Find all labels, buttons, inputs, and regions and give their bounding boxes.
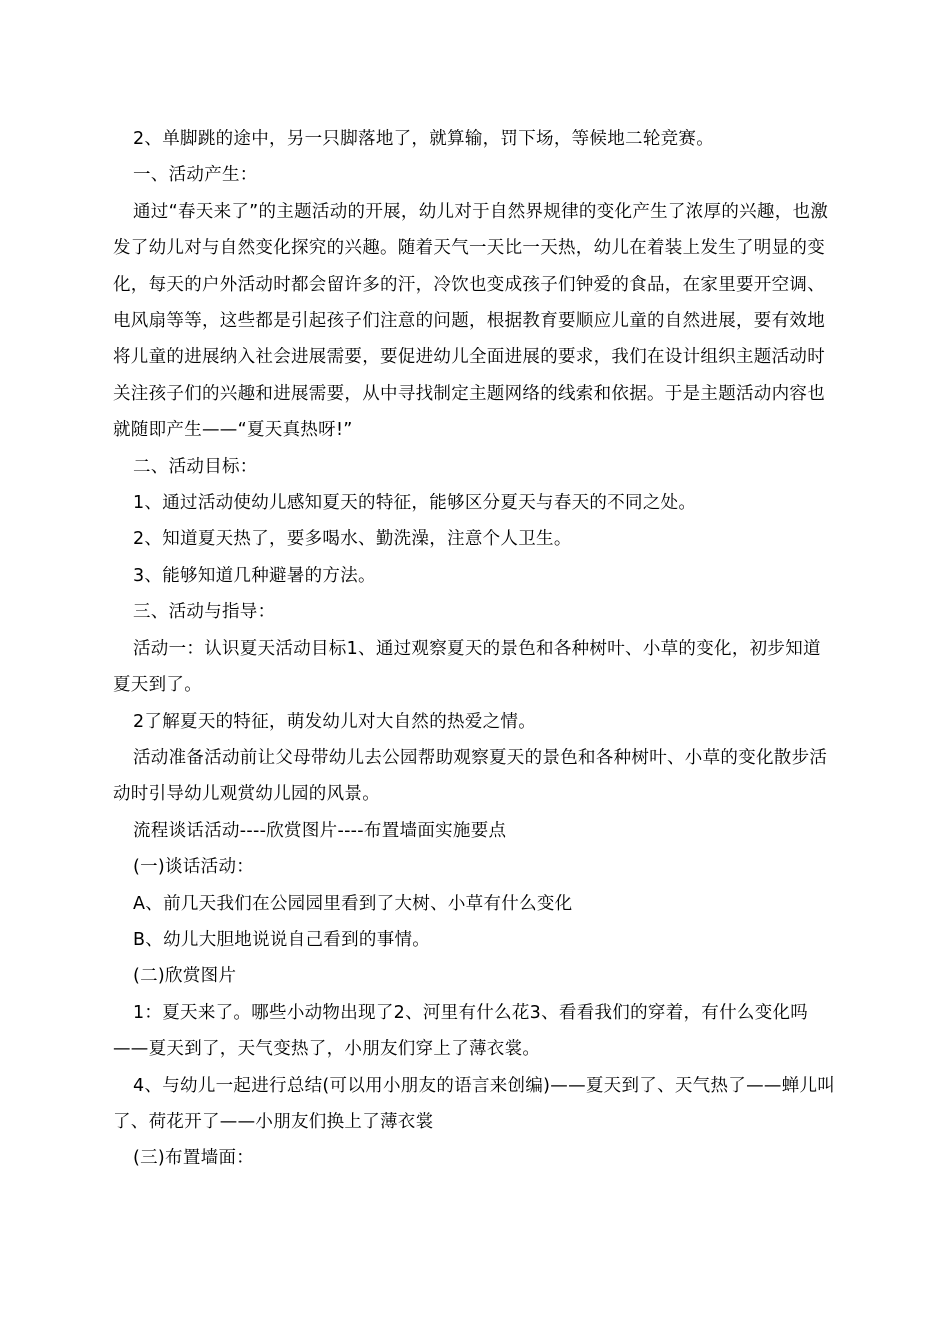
paragraph-process: 流程谈话活动----欣赏图片----布置墙面实施要点 bbox=[133, 820, 507, 841]
document-body bbox=[113, 121, 837, 1177]
paragraph-activity-one: 活动一：认识夏天活动目标1、通过观察夏天的景色和各种树叶、小草的变化，初步知道夏天到了。 bbox=[113, 638, 821, 696]
goal-item-3: 3、能够知道几种避暑的方法。 bbox=[133, 565, 376, 586]
goal-item-2: 2、知道夏天热了，要多喝水、勤洗澡，注意个人卫生。 bbox=[133, 529, 572, 550]
paragraph-activity-preparation: 活动准备活动前让父母带幼儿去公园帮助观察夏天的景色和各种树叶、小草的变化散步活动时引导幼儿观赏幼儿园的风景。 bbox=[113, 747, 828, 805]
subheading-talk-activity: (一)谈话活动： bbox=[133, 857, 255, 878]
heading-activity-origin: 一、活动产生： bbox=[133, 165, 258, 186]
paragraph-rule-2: 2、单脚跳的途中，另一只脚落地了，就算输，罚下场，等候地二轮竞赛。 bbox=[133, 129, 715, 149]
talk-item-a: A、前几天我们在公园园里看到了大树、小草有什么变化 bbox=[133, 893, 573, 914]
paragraph-activity-one-goal-2: 2了解夏天的特征，萌发幼儿对大自然的热爱之情。 bbox=[133, 711, 537, 732]
talk-item-b: B、幼儿大胆地说说自己看到的事情。 bbox=[133, 929, 431, 950]
goal-item-1: 1、通过活动使幼儿感知夏天的特征，能够区分夏天与春天的不同之处。 bbox=[133, 493, 697, 514]
paragraph-summary: 4、与幼儿一起进行总结(可以用小朋友的语言来创编)——夏天到了、天气热了——蝉儿叫了、荷花开了——小朋友们换上了薄衣裳 bbox=[113, 1075, 836, 1132]
paragraph-activity-origin: 通过“春天来了”的主题活动的开展，幼儿对于自然界规律的变化产生了浓厚的兴趣，也激发了幼儿对与自然变化探究的兴趣。随着天气一天比一天热，幼儿在着装上发生了明显的变化，每天的户外活动时都会留许多的汗，冷饮也变成孩子们钟爱的食品，在家里要开空调、电风扇等等，这些都是引起孩子们注意的问题，根据教育要顺应儿童的自然进展，要有效地将儿童的进展纳入社会进展需要，要促进幼儿全面进展的要求，我们在设计组织主题活动时关注孩子们的兴趣和进展需要，从中寻找制定主题网络的线索和依据。于是主题活动内容也就随即产生——“夏天真热呀!” bbox=[113, 201, 829, 441]
subheading-wall-decoration: (三)布置墙面： bbox=[133, 1148, 255, 1169]
subheading-appreciate-pictures: (二)欣赏图片 bbox=[133, 966, 237, 987]
heading-activity-goals: 二、活动目标： bbox=[133, 456, 258, 477]
paragraph-pictures-questions: 1：夏天来了。哪些小动物出现了2、河里有什么花3、看看我们的穿着，有什么变化吗——夏天到了，天气变热了，小朋友们穿上了薄衣裳。 bbox=[113, 1002, 809, 1060]
heading-activity-guidance: 三、活动与指导： bbox=[133, 602, 276, 623]
